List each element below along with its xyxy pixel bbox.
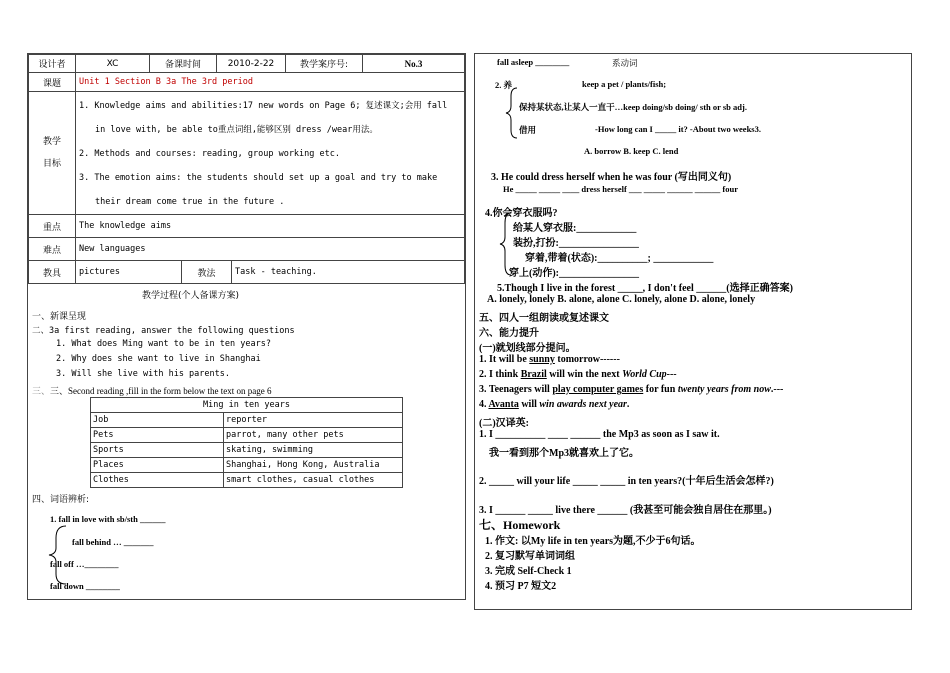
designer-value: XC — [76, 55, 150, 73]
u3-pre: 3. Teenagers will — [479, 384, 553, 395]
fall-item-1: 1. fall in love with sb/sth ______ — [50, 514, 166, 524]
method-label: 教法 — [182, 261, 232, 284]
table-row — [91, 473, 403, 488]
left-panel — [27, 53, 466, 600]
aims-item-3-line-2: their dream come true in the future . — [95, 197, 285, 207]
translate-2: 2. _____ will your life _____ _____ in ten years?(十年后生活会怎样?) — [479, 476, 774, 487]
difficult-label: 难点 — [29, 238, 76, 261]
homework-3: 3. 完成 Self-Check 1 — [485, 566, 572, 577]
aims-item-1-line-1: 1. Knowledge aims and abilities:17 new words on Page 6; 复述课文;会用 fall — [79, 101, 448, 111]
table-cell: Job — [91, 413, 224, 428]
translate-3: 3. I ______ _____ live there ______ (我甚至可能会独自居住在那里。) — [479, 505, 772, 516]
u4-italic: win awards next year — [539, 399, 627, 410]
table-cell: Clothes — [91, 473, 224, 488]
translate-1-cn: 我一看到那个Mp3就喜欢上了它。 — [489, 448, 639, 459]
u4-post: . — [626, 399, 630, 410]
topic-label: 课题 — [29, 73, 76, 92]
u2-mid: will win the next — [546, 369, 623, 380]
question-1: 1. What does Ming want to be in ten years? — [56, 339, 271, 349]
u4-mid: will — [518, 399, 540, 410]
section-6b-title: (二)汉译英: — [479, 418, 529, 429]
u1-post: tomorrow------ — [554, 354, 620, 365]
tools-row — [28, 260, 465, 284]
designer-label: 设计者 — [29, 55, 76, 73]
topic-value: Unit 1 Section B 3a The 3rd period — [76, 73, 465, 92]
brace-icon — [46, 524, 74, 586]
u4-underlined: Avanta — [488, 399, 519, 410]
u2-underlined: Brazil — [520, 369, 547, 380]
fall-item-3: fall off …________ — [50, 559, 119, 569]
table-row — [91, 458, 403, 473]
method-value: Task - teaching. — [232, 261, 465, 284]
translate-1: 1. I __________ ____ ______ the Mp3 as soon as I saw it. — [479, 429, 720, 440]
right-panel — [474, 53, 912, 610]
aims-item-3-line-1: 3. The emotion aims: the students should set up a goal and try to make — [79, 173, 438, 183]
brace-icon — [505, 86, 521, 140]
u2-pre: 2. I think — [479, 369, 521, 380]
table-cell: Places — [91, 458, 224, 473]
table-cell: smart clothes, casual clothes — [224, 473, 403, 488]
aims-item-2: 2. Methods and courses: reading, group working etc. — [79, 149, 340, 159]
difficult-row — [28, 237, 465, 261]
plan-no-value: No.3 — [363, 55, 465, 73]
question-4-c: 穿着,带着(状态):__________; ____________ — [525, 253, 714, 264]
homework-4: 4. 预习 P7 短文2 — [485, 581, 557, 592]
process-title: 教学过程(个人备课方案) — [142, 291, 240, 301]
underline-question-4 — [479, 399, 629, 410]
key-value: The knowledge aims — [76, 215, 465, 238]
question-4-title: 4.你会穿衣服吗? — [485, 208, 558, 219]
question-5-options: A. lonely, lonely B. alone, alone C. lonely, alone D. alone, lonely — [487, 294, 756, 305]
tools-label: 教具 — [29, 261, 76, 284]
table-cell: skating, swimming — [224, 443, 403, 458]
question-4-a: 给某人穿衣服:____________ — [513, 223, 637, 234]
keep-options: A. borrow B. keep C. lend — [584, 146, 679, 156]
keep-pet: keep a pet / plants/fish; — [582, 79, 667, 89]
u3-post: .--- — [770, 384, 784, 395]
section-4-title: 四、词语辨析: — [32, 495, 90, 505]
section-1-title: 一、新课呈现 — [32, 312, 87, 322]
aims-content — [76, 92, 465, 215]
homework-1: 1. 作文: 以My life in ten years为题,不少于6句话。 — [485, 536, 701, 547]
fall-item-2: fall behind … _______ — [72, 537, 154, 547]
topic-row — [28, 72, 465, 92]
date-label: 备课时间 — [150, 55, 217, 73]
u3-mid: for fun — [643, 384, 678, 395]
table-cell: reporter — [224, 413, 403, 428]
table-row — [91, 428, 403, 443]
table-cell: Pets — [91, 428, 224, 443]
aims-row — [28, 91, 465, 215]
difficult-value: New languages — [76, 238, 465, 261]
u2-italic: World Cup — [622, 369, 667, 380]
fall-asleep-note: 系动词 — [612, 58, 638, 68]
keep-state: 保持某状态,让某人一直干…keep doing/sb doing/ sth or sb adj. — [519, 102, 747, 112]
aims-item-1-line-2: in love with, be able to重点词组,能够区别 dress /wear用法。 — [95, 125, 378, 135]
question-3-title: 3. He could dress herself when he was four (写出同义句) — [491, 172, 732, 183]
u1-underlined: sunny — [529, 354, 555, 365]
fall-item-4: fall down ________ — [50, 581, 120, 591]
keep-question: -How long can I _____ it? -About two weeks3. — [595, 124, 761, 134]
section-3-text: 三、Second reading ,fill in the form below the text on page 6 — [50, 386, 272, 396]
section-6-title: 六、能力提升 — [479, 328, 539, 339]
underline-question-3 — [479, 384, 783, 395]
underline-question-2 — [479, 369, 677, 380]
fall-asleep: fall asleep ________ — [497, 57, 570, 67]
tools-value: pictures — [76, 261, 182, 284]
section-3-title: 三、三、Second reading ,fill in the form below the text on page 6 — [32, 386, 272, 396]
u3-italic: twenty years from now — [677, 384, 771, 395]
ming-table — [90, 397, 403, 488]
section-7-title: 七、Homework — [479, 518, 561, 532]
table-row — [91, 413, 403, 428]
underline-question-1 — [479, 354, 620, 365]
section-5-title: 五、四人一组朗读或复述课文 — [479, 313, 609, 324]
key-label: 重点 — [29, 215, 76, 238]
u1-pre: 1. It will be — [479, 354, 530, 365]
aims-label-b: 目标 — [42, 159, 61, 169]
question-4-d: 穿上(动作):________________ — [509, 268, 639, 279]
table-row — [91, 443, 403, 458]
question-3: 3. Will she live with his parents. — [56, 369, 230, 379]
table-cell: parrot, many other pets — [224, 428, 403, 443]
header-row — [28, 54, 465, 73]
key-row — [28, 214, 465, 238]
brace-icon — [499, 211, 515, 277]
table-cell: Sports — [91, 443, 224, 458]
u3-underlined: play computer games — [552, 384, 644, 395]
table-cell: Shanghai, Hong Kong, Australia — [224, 458, 403, 473]
question-5: 5.Though I live in the forest _____, I don't feel ______(选择正确答案) — [497, 283, 793, 294]
u4-pre: 4. — [479, 399, 489, 410]
section-2-title: 二、3a first reading, answer the following questions — [32, 326, 295, 336]
u2-post: --- — [666, 369, 677, 380]
plan-no-label: 教学案序号: — [286, 55, 363, 73]
aims-label-a: 教学 — [42, 137, 61, 147]
ming-table-title: Ming in ten years — [91, 398, 403, 413]
keep-borrow: 借用 — [519, 125, 537, 135]
question-3-blank: He _____ _____ ____ dress herself ___ _____ ______ ______ four — [503, 184, 738, 194]
section-6a-title: (一)就划线部分提问。 — [479, 343, 576, 354]
aims-label — [29, 92, 76, 215]
question-4-b: 装扮,打扮:________________ — [513, 238, 639, 249]
date-value: 2010-2-22 — [217, 55, 286, 73]
question-2: 2. Why does she want to live in Shanghai — [56, 354, 261, 364]
homework-2: 2. 复习默写单词词组 — [485, 551, 575, 562]
keep-num: 2. 养 — [495, 80, 513, 90]
